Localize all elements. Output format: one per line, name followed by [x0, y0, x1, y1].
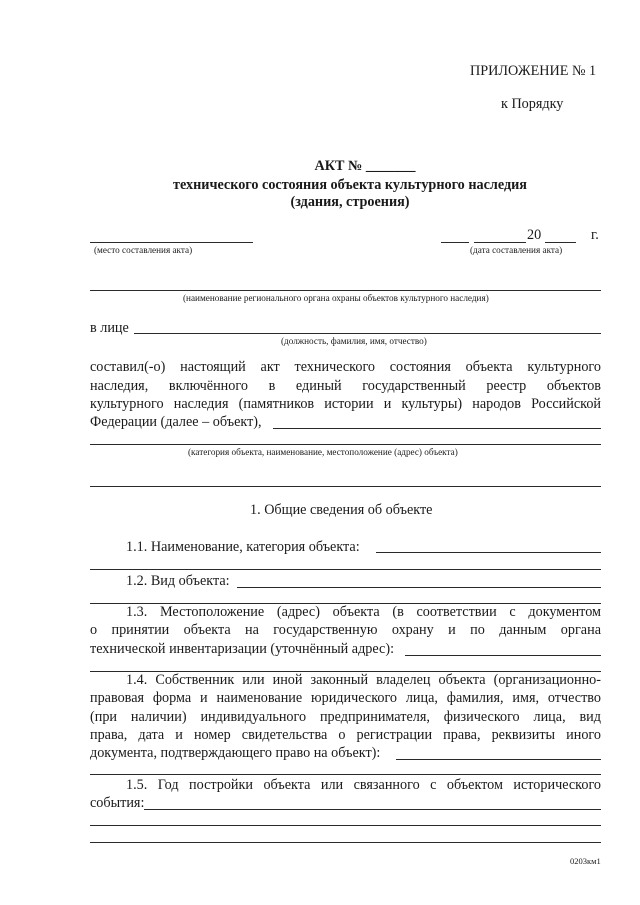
intro-line-4: Федерации (далее – объект), — [90, 414, 262, 430]
intro-line-1: составил(-о) настоящий акт технического состояния объекта культурного — [90, 359, 601, 375]
item-1-4-field-line-2[interactable] — [90, 774, 601, 775]
object-field-line-3[interactable] — [90, 486, 601, 487]
date-month-line[interactable] — [474, 242, 526, 243]
item-1-2-line-1[interactable] — [237, 587, 601, 588]
item-1-3-line-1: 1.3. Местоположение (адрес) объекта (в соответствии с документом — [126, 604, 601, 620]
date-day-line[interactable] — [441, 242, 469, 243]
object-field-line-2[interactable] — [90, 444, 601, 445]
act-title-line: технического состояния объекта культурного наследия — [173, 177, 527, 193]
item-1-3-line-2: о принятии объекта на государственную охрану и по данным органа — [90, 622, 601, 638]
item-1-1-line-1[interactable] — [376, 552, 601, 553]
item-1-4-line-1: 1.4. Собственник или иной законный владелец объекта (организационно- — [126, 672, 601, 688]
place-field-line[interactable] — [90, 242, 253, 243]
item-1-4-line-5: документа, подтверждающего право на объект): — [90, 745, 381, 761]
authority-field-line[interactable] — [90, 290, 601, 291]
intro-line-3: культурного наследия (памятников истории и культуры) народов Российской — [90, 396, 601, 412]
appendix-reference: к Порядку — [501, 96, 564, 112]
authority-caption: (наименование регионального органа охраны объектов культурного наследия) — [183, 293, 489, 303]
item-1-5-field-line-2[interactable] — [90, 825, 601, 826]
document-code: 0203км1 — [570, 856, 601, 866]
object-caption: (категория объекта, наименование, местоположение (адрес) объекта) — [188, 447, 458, 457]
person-caption: (должность, фамилия, имя, отчество) — [281, 336, 427, 346]
item-1-5-line-1: 1.5. Год постройки объекта или связанного с объектом исторического — [126, 777, 601, 793]
item-1-3-line-3: технической инвентаризации (уточнённый адрес): — [90, 641, 395, 657]
date-year-line[interactable] — [545, 242, 576, 243]
object-field-line-1[interactable] — [273, 428, 601, 429]
item-1-4-line-4: права, дата и номер свидетельства о регистрации права, реквизиты иного — [90, 727, 601, 743]
item-1-1-line-2[interactable] — [90, 569, 601, 570]
item-1-3-field-line-1[interactable] — [405, 655, 601, 656]
appendix-number: ПРИЛОЖЕНИЕ № 1 — [470, 63, 597, 79]
act-title-subtitle: (здания, строения) — [290, 194, 410, 210]
year-suffix: г. — [591, 227, 599, 243]
item-1-5-field-line-1[interactable] — [144, 809, 601, 810]
item-1-4-line-3: (при наличии) индивидуального предпринимателя, физического лица, вид — [90, 709, 601, 725]
person-label: в лице — [90, 320, 129, 336]
date-caption: (дата составления акта) — [470, 245, 563, 255]
item-1-5-line-2: события: — [90, 795, 145, 811]
item-1-4-line-2: правовая форма и наименование юридического лица, фамилия, имя, отчество — [90, 690, 601, 706]
item-1-4-field-line-1[interactable] — [396, 759, 601, 760]
act-number-title: АКТ № _______ — [314, 158, 416, 174]
place-caption: (место составления акта) — [94, 245, 193, 255]
section-1-heading: 1. Общие сведения об объекте — [250, 502, 433, 518]
person-field-line[interactable] — [134, 333, 601, 334]
item-1-5-field-line-3[interactable] — [90, 842, 601, 843]
item-1-2-label: 1.2. Вид объекта: — [126, 573, 230, 589]
intro-line-2: наследия, включённого в единый государственный реестр объектов — [90, 378, 601, 394]
year-prefix: 20 — [527, 227, 542, 243]
item-1-1-label: 1.1. Наименование, категория объекта: — [126, 539, 360, 555]
